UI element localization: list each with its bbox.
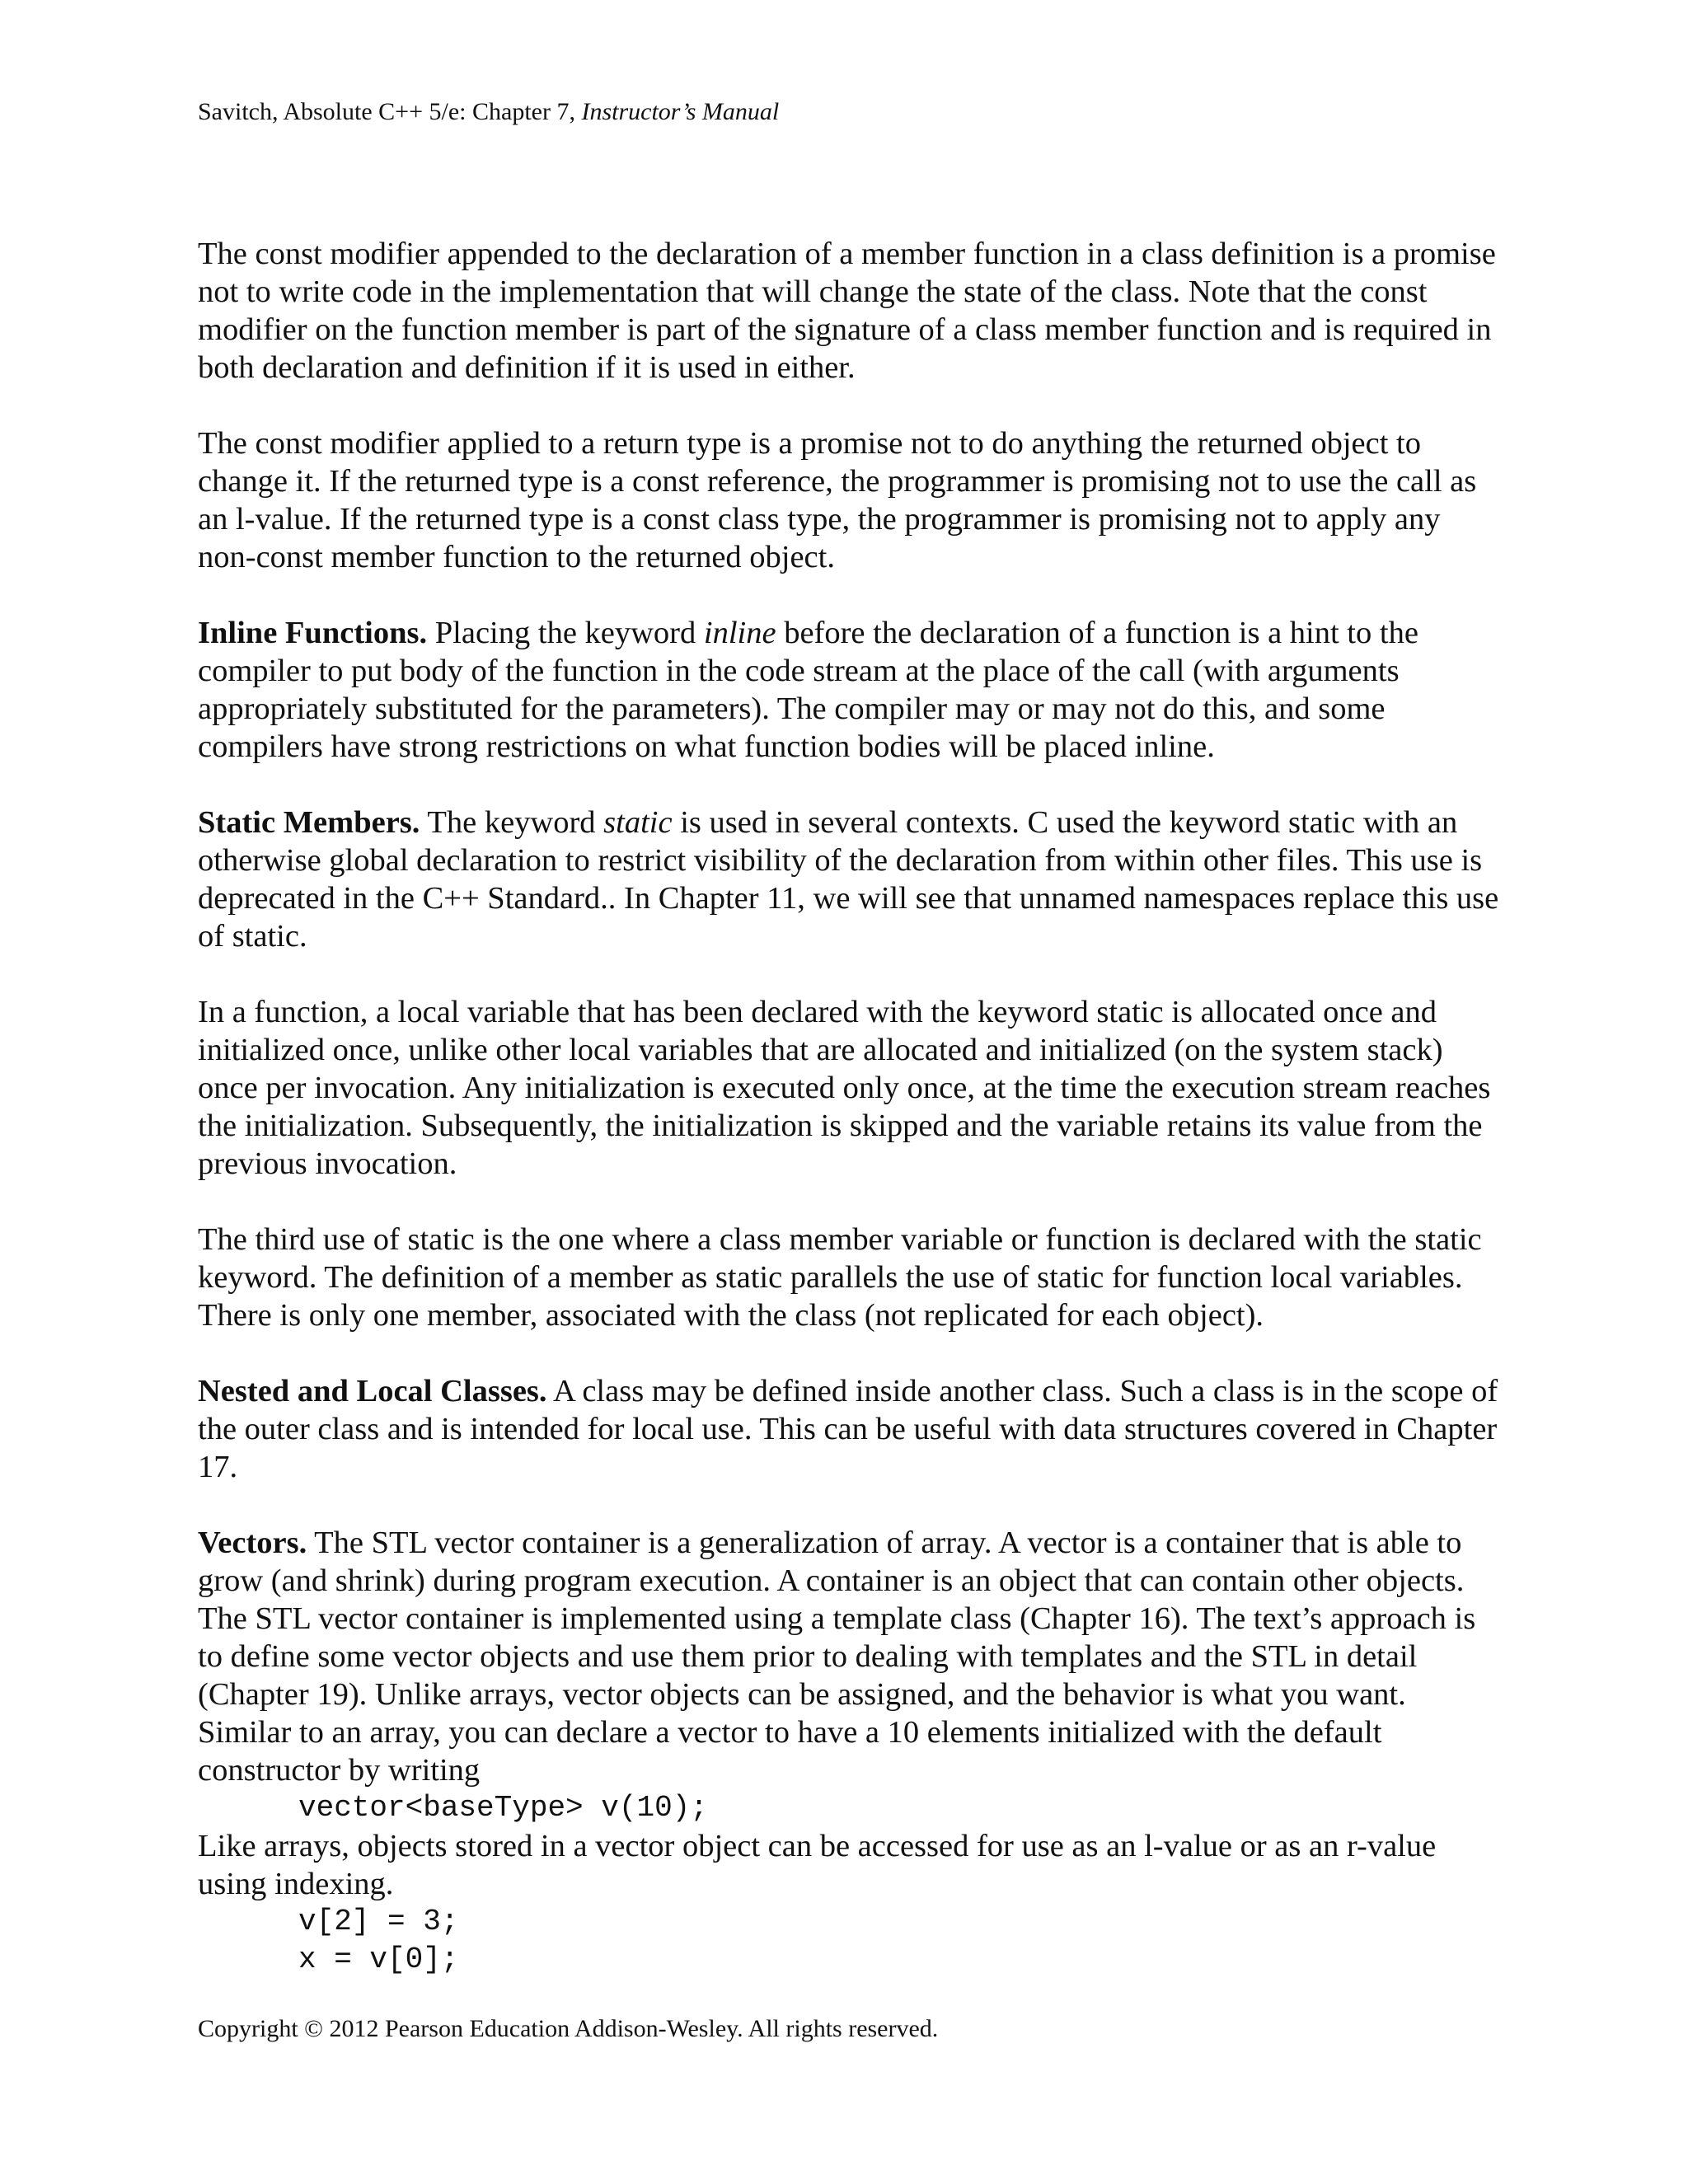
static-text-before: The keyword: [420, 805, 604, 840]
code-vector-declaration: vector<baseType> v(10);: [298, 1791, 708, 1825]
code-vector-assign: v[2] = 3;: [298, 1905, 459, 1938]
static-text-after: is used in several contexts. C used the keyword static with an otherwise global declaration to restrict visibility of the declaration from within other files. This use is deprecated in the C++ Standard.. In Chapter 11, we will see that unnamed namespaces replace this use of static.: [198, 805, 1499, 954]
paragraph-static-members: [198, 804, 1500, 955]
page-body: [198, 235, 1500, 1979]
nested-text: A class may be defined inside another class. Such a class is in the scope of the outer class and is intended for local use. This can be useful with data structures covered in Chapter 17.: [198, 1374, 1498, 1484]
inline-text-before: Placing the keyword: [427, 616, 704, 650]
heading-inline-functions: Inline Functions.: [198, 616, 428, 650]
static-keyword: static: [603, 805, 673, 840]
paragraph-static-local: In a function, a local variable that has been declared with the keyword static is allocated once and initialized once, unlike other local variables that are allocated and initialized (on the system stack) once per invocation. Any initialization is executed only once, at the time the execution stream reaches the initialization. Subsequently, the initialization is skipped and the variable retains its value from the previous invocation.: [198, 995, 1491, 1181]
paragraph-const-member: The const modifier appended to the declaration of a member function in a class definition is a promise not to write code in the implementation that will change the state of the class. Note that the const modifier on the function member is part of the signature of a class member function and is required in both declaration and definition if it is used in either.: [198, 237, 1496, 385]
paragraph-vector-indexing: Like arrays, objects stored in a vector object can be accessed for use as an l-value or as an r-value using indexing.: [198, 1829, 1437, 1901]
page-header: [198, 97, 779, 127]
page-footer: Copyright © 2012 Pearson Education Addison-Wesley. All rights reserved.: [198, 2015, 939, 2042]
paragraph-nested-classes: [198, 1372, 1500, 1486]
heading-nested-classes: Nested and Local Classes.: [198, 1374, 547, 1408]
vectors-text: The STL vector container is a generalization of array. A vector is a container that is able to grow (and shrink) during program execution. A container is an object that can contain other objects. The STL vector container is implemented using a template class (Chapter 16). The text’s approach is to define some vector objects and use them prior to dealing with templates and the STL in detail (Chapter 19). Unlike arrays, vector objects can be assigned, and the behavior is what you want. Similar to an array, you can declare a vector to have a 10 elements initialized with the default constructor by writing: [198, 1526, 1476, 1788]
header-italic: Instructor’s Manual: [581, 98, 780, 125]
paragraph-vectors: [198, 1524, 1500, 1789]
header-text: Savitch, Absolute C++ 5/e: Chapter 7,: [198, 98, 582, 125]
paragraph-const-return: The const modifier applied to a return type is a promise not to do anything the returned object to change it. If the returned type is a const reference, the programmer is promising not to use the call as an l-value. If the returned type is a const class type, the programmer is promising not to apply any non-const member function to the returned object.: [198, 426, 1477, 574]
paragraph-inline-functions: [198, 614, 1500, 766]
heading-vectors: Vectors.: [198, 1526, 307, 1560]
inline-keyword: inline: [703, 616, 776, 650]
heading-static-members: Static Members.: [198, 805, 420, 840]
inline-text-after: before the declaration of a function is a hint to the compiler to put body of the function in the code stream at the place of the call (with arguments appropriately substituted for the parameters). The compiler may or may not do this, and some compilers have strong restrictions on what function bodies will be placed inline.: [198, 616, 1418, 764]
paragraph-static-class-member: The third use of static is the one where a class member variable or function is declared with the static keyword. The definition of a member as static parallels the use of static for function local variables. There is only one member, associated with the class (not replicated for each object).: [198, 1222, 1482, 1333]
code-vector-read: x = v[0];: [298, 1943, 459, 1976]
